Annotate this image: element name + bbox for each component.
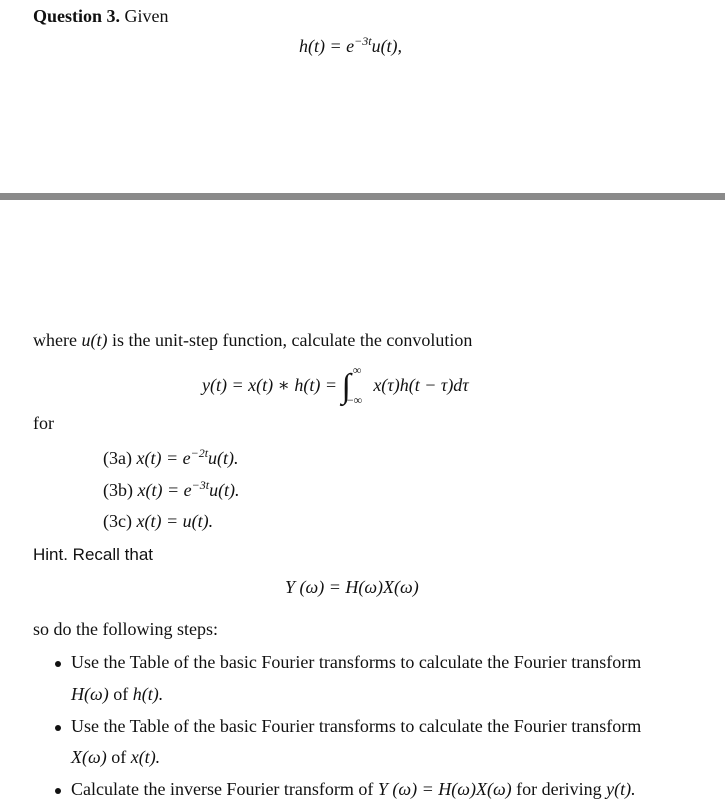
integral-upper: ∞ <box>352 362 362 377</box>
step-2-text: Use the Table of the basic Fourier transforms to calculate the Fourier transform <box>71 716 642 736</box>
step-3-math-Y: Y (ω) = H(ω)X(ω) <box>377 779 512 799</box>
page-divider <box>0 193 725 200</box>
step-bullet-2 <box>55 716 695 737</box>
conv-lhs: y(t) = x(t) ∗ h(t) = <box>202 375 337 395</box>
for-label: for <box>33 413 54 433</box>
case-3c <box>103 511 213 532</box>
step-1-text: Use the Table of the basic Fourier transforms to calculate the Fourier transform <box>71 652 642 672</box>
step-2-math-X: X(ω) <box>71 747 107 767</box>
case-lhs: x(t) = e <box>137 480 192 500</box>
bullet-dot <box>55 788 61 794</box>
h-def-lhs: h(t) = e <box>299 36 355 56</box>
case-lhs: x(t) = e <box>136 448 191 468</box>
where-var: u(t) <box>81 330 108 350</box>
step-3-mid: for deriving <box>516 779 602 799</box>
h-definition-equation <box>299 36 402 57</box>
case-rhs: u(t). <box>208 448 239 468</box>
question-given: Given <box>124 6 169 26</box>
steps-intro: so do the following steps: <box>33 619 218 639</box>
bullet-dot <box>55 725 61 731</box>
integral-lower: −∞ <box>346 392 363 407</box>
case-3a <box>103 448 239 469</box>
conv-integrand: x(τ)h(t − τ)dτ <box>373 375 469 395</box>
step-3-pre: Calculate the inverse Fourier transform of <box>71 779 374 799</box>
hint-label: Hint. Recall that <box>33 545 153 564</box>
integral-sign: ∫ <box>341 368 351 405</box>
step-bullet-1 <box>55 652 695 673</box>
case-label: (3c) <box>103 511 132 531</box>
case-lhs: x(t) = u(t). <box>136 511 214 531</box>
integral-limits <box>346 362 369 407</box>
where-sentence <box>33 330 472 351</box>
where-pre: where <box>33 330 77 350</box>
case-label: (3a) <box>103 448 132 468</box>
question-number: Question 3. <box>33 6 121 26</box>
step-bullet-3 <box>55 779 695 800</box>
case-rhs: u(t). <box>209 480 240 500</box>
convolution-equation <box>202 362 469 407</box>
bullet-dot <box>55 661 61 667</box>
case-exponent: −3t <box>191 478 210 492</box>
step-3-math-y: y(t). <box>606 779 636 799</box>
step-2-math-x: x(t). <box>130 747 161 767</box>
case-3b <box>103 480 240 501</box>
question-heading <box>33 6 169 27</box>
step-1-math-H: H(ω) <box>71 684 109 704</box>
transfer-equation: Y (ω) = H(ω)X(ω) <box>285 577 419 597</box>
h-def-rhs: u(t), <box>371 36 403 56</box>
step-1-math-h: h(t). <box>132 684 164 704</box>
step-1-of: of <box>113 684 129 704</box>
case-label: (3b) <box>103 480 133 500</box>
step-2-line2 <box>71 747 160 768</box>
step-1-line2 <box>71 684 163 705</box>
h-def-exponent: −3t <box>354 34 372 48</box>
step-2-of: of <box>111 747 127 767</box>
case-exponent: −2t <box>190 446 209 460</box>
where-post: is the unit-step function, calculate the convolution <box>111 330 473 350</box>
